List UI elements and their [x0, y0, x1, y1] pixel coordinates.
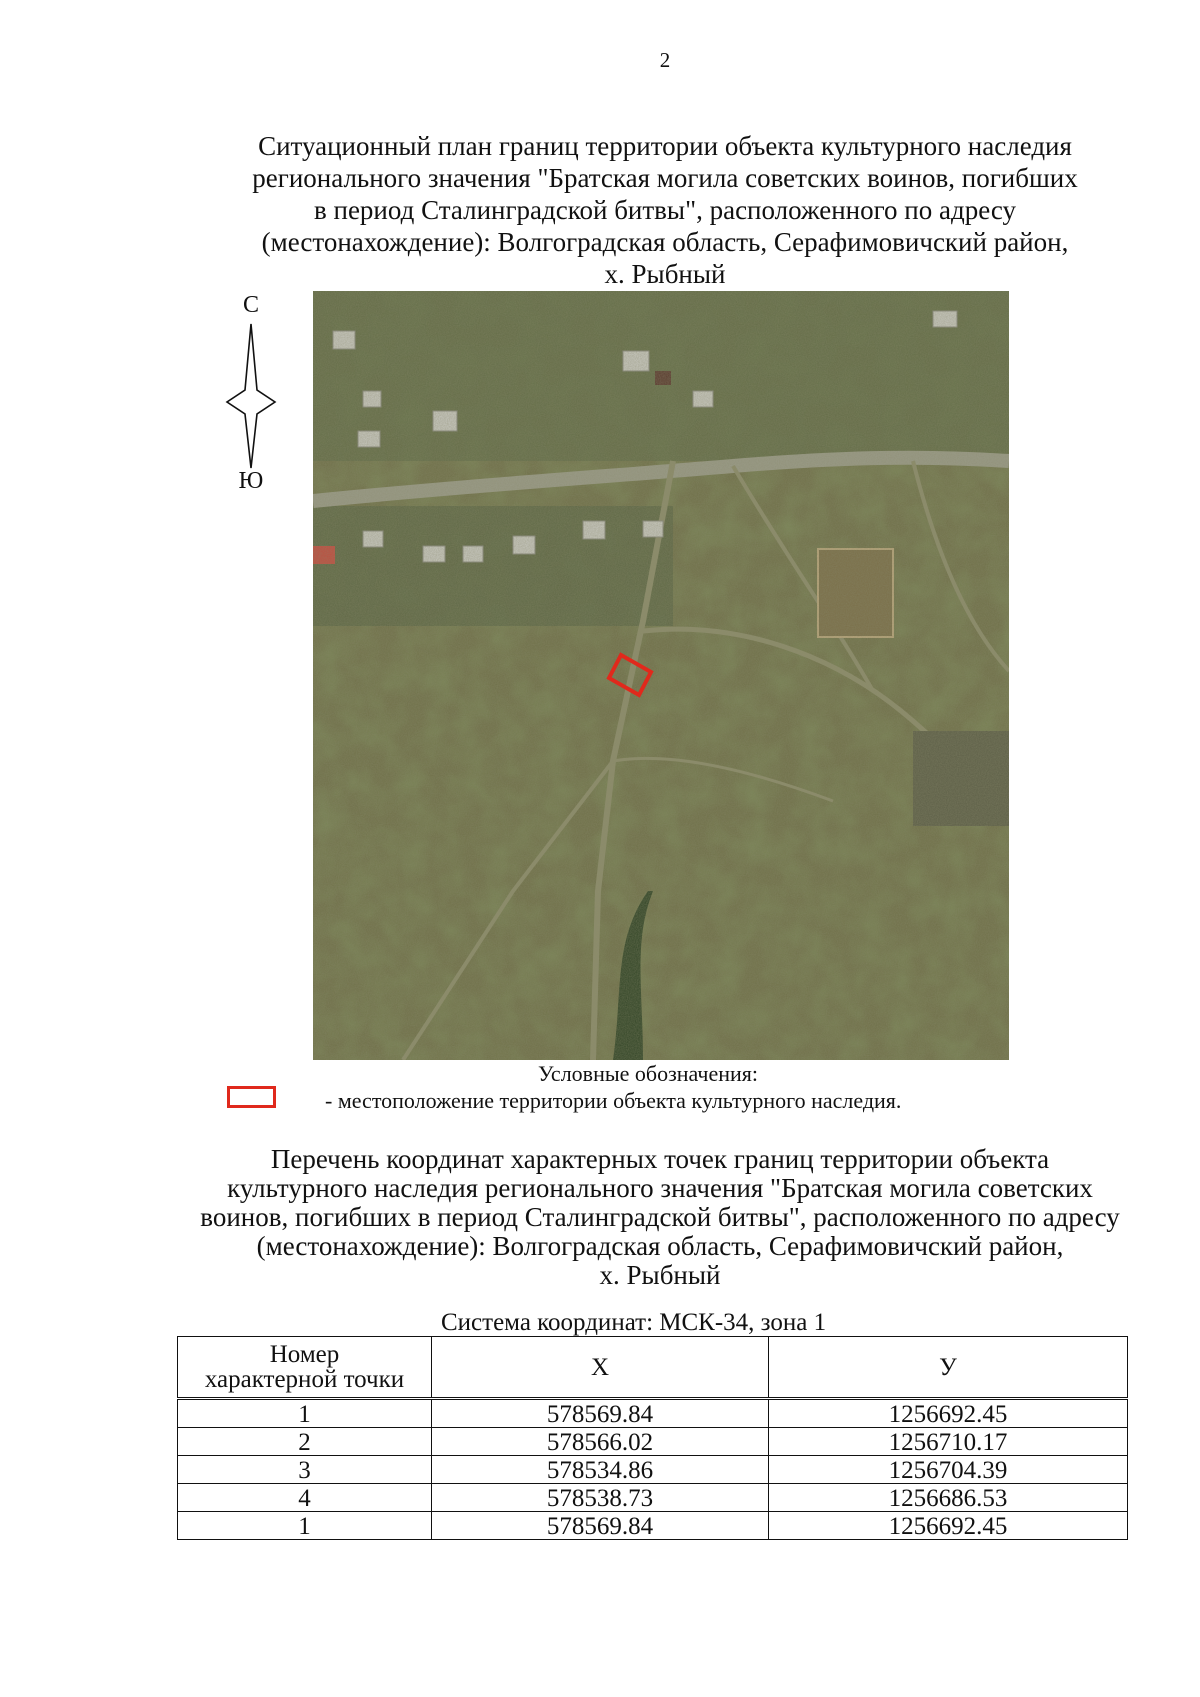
- header-y: У: [769, 1337, 1128, 1399]
- cell-x: 578538.73: [432, 1484, 769, 1512]
- cell-point: 4: [178, 1484, 432, 1512]
- table-header-row: [178, 1337, 1128, 1399]
- cell-x: 578569.84: [432, 1512, 769, 1540]
- title-line: Ситуационный план границ территории объекта культурного наследия: [258, 131, 1072, 161]
- cell-x: 578534.86: [432, 1456, 769, 1484]
- coordinates-table: [177, 1336, 1128, 1540]
- situation-plan-title: [120, 130, 1200, 290]
- satellite-map: [313, 291, 1009, 1060]
- title-line: в период Сталинградской битвы", расположенного по адресу: [314, 195, 1016, 225]
- header-point-number: [178, 1337, 432, 1399]
- title-line: (местонахождение): Волгоградская область, Серафимовичский район,: [256, 1231, 1064, 1261]
- table-row: [178, 1484, 1128, 1512]
- cell-point: 1: [178, 1512, 432, 1540]
- south-label: Ю: [238, 468, 264, 494]
- header-point-line1: Номер: [269, 1341, 340, 1368]
- cell-point: 2: [178, 1428, 432, 1456]
- north-label: С: [242, 292, 259, 318]
- cell-point: 1: [178, 1399, 432, 1428]
- compass-arrow-icon: [225, 322, 277, 470]
- cell-x: 578569.84: [432, 1399, 769, 1428]
- legend-title: Условные обозначения:: [538, 1061, 759, 1086]
- cell-y: 1256692.45: [769, 1512, 1128, 1540]
- header-x: X: [432, 1337, 769, 1399]
- title-line: х. Рыбный: [604, 259, 726, 289]
- north-arrow: [225, 292, 277, 502]
- title-line: воинов, погибших в период Сталинградской битвы", расположенного по адресу: [200, 1202, 1120, 1232]
- table-row: [178, 1456, 1128, 1484]
- cell-x: 578566.02: [432, 1428, 769, 1456]
- legend-red-box-icon: [227, 1086, 276, 1108]
- title-line: Перечень координат характерных точек границ территории объекта: [270, 1144, 1050, 1174]
- cell-y: 1256710.17: [769, 1428, 1128, 1456]
- table-row: [178, 1399, 1128, 1428]
- table-row: [178, 1512, 1128, 1540]
- title-line: (местонахождение): Волгоградская область, Серафимовичский район,: [261, 227, 1069, 257]
- header-point-line2: характерной точки: [204, 1366, 405, 1393]
- cell-y: 1256686.53: [769, 1484, 1128, 1512]
- cell-y: 1256692.45: [769, 1399, 1128, 1428]
- coordinate-system-caption: Система координат: МСК-34, зона 1: [441, 1309, 827, 1336]
- legend-item-label: - местоположение территории объекта культурного наследия.: [325, 1088, 902, 1113]
- page-number: 2: [659, 48, 671, 72]
- cell-point: 3: [178, 1456, 432, 1484]
- title-line: регионального значения "Братская могила советских воинов, погибших: [252, 163, 1078, 193]
- satellite-image: [313, 291, 1009, 1060]
- table-row: [178, 1428, 1128, 1456]
- title-line: культурного наследия регионального значения "Братская могила советских: [227, 1173, 1093, 1203]
- cell-y: 1256704.39: [769, 1456, 1128, 1484]
- coordinates-title: [170, 1145, 1150, 1290]
- title-line: х. Рыбный: [599, 1260, 721, 1290]
